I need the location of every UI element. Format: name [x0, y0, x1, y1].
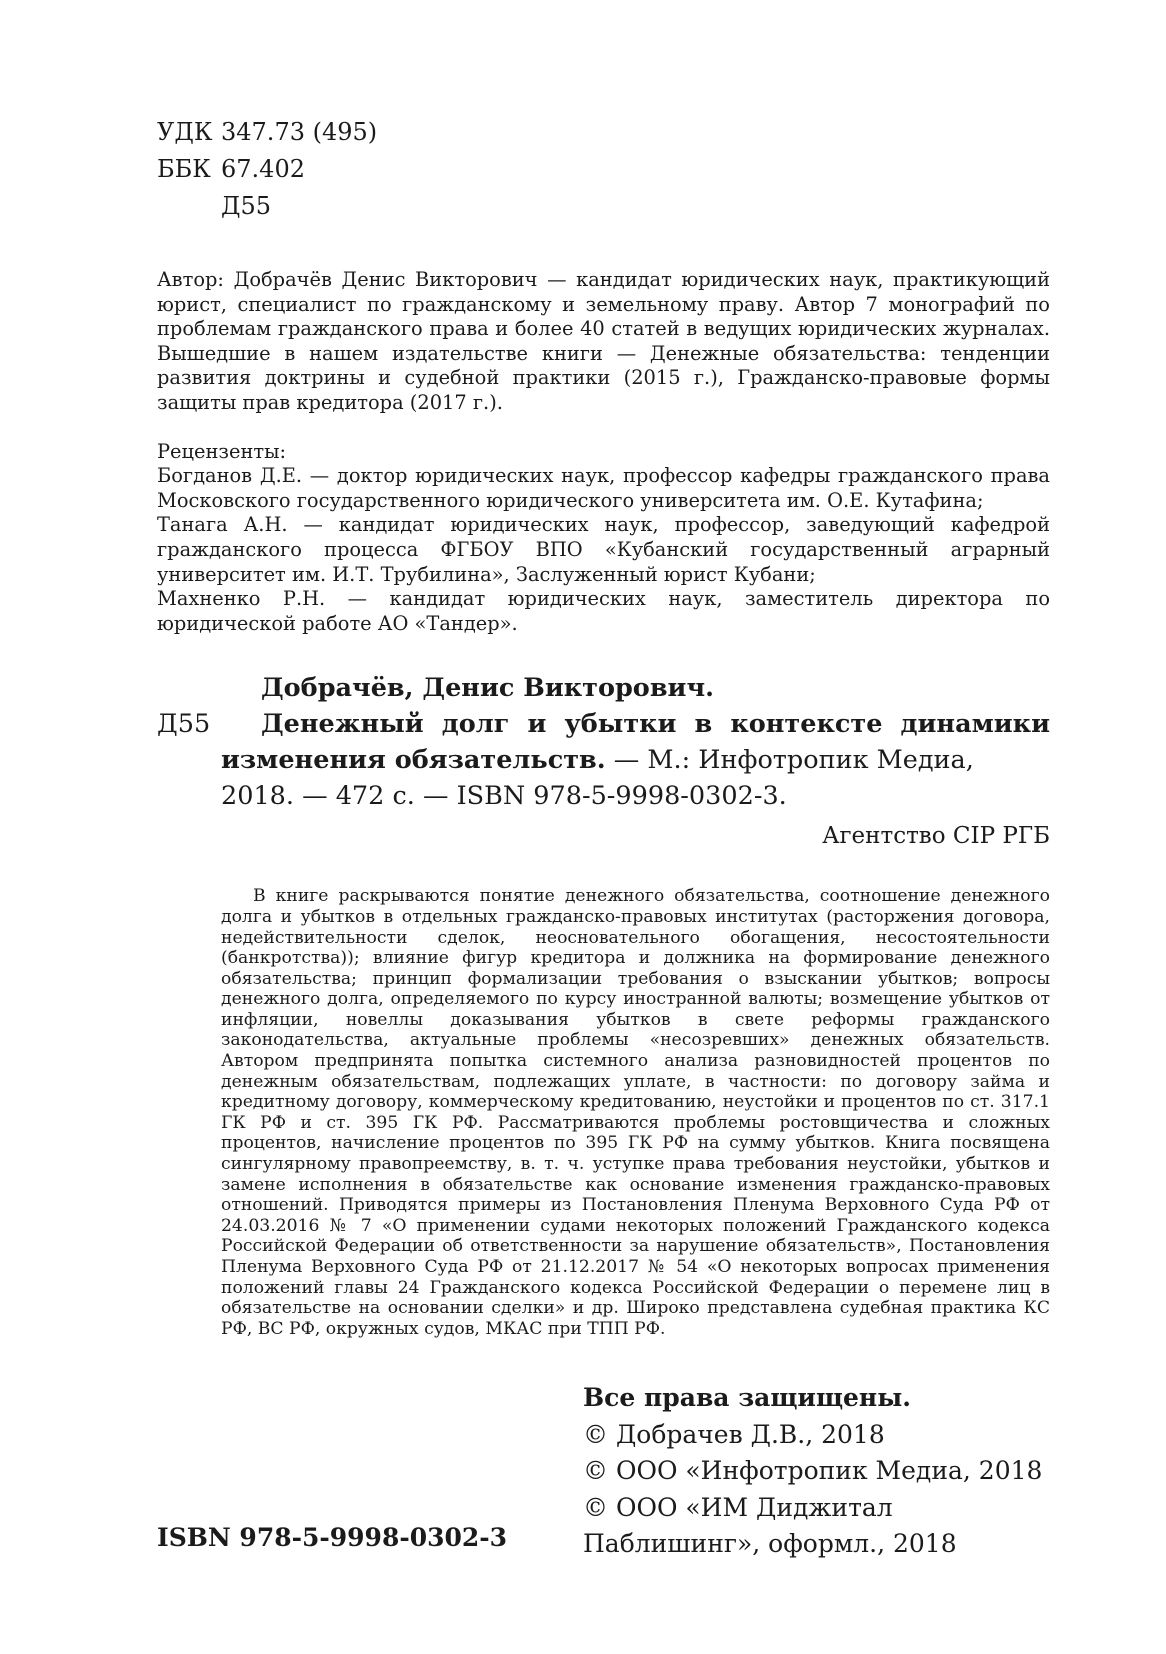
imprint-page [157, 118, 1050, 1558]
bibliographic-entry [157, 670, 1050, 854]
copyright-line: Паблишинг», оформл., 2018 [583, 1529, 957, 1558]
reviewer-item: Богданов Д.Е. — доктор юридических наук, профессор кафедры гражданского права Московского государственного юридического университета им. О.Е. Кутафина; [157, 464, 1050, 512]
reviewers-heading: Рецензенты: [157, 439, 287, 463]
entry-title-line1 [157, 706, 1050, 742]
isbn: ISBN 978-5-9998-0302-3 [157, 1523, 508, 1552]
annotation: В книге раскрываются понятие денежного обязательства, соотношение денежного долга и убытков в отдельных гражданско-правовых институтах (расторжения договора, недействительности сделок, неосновательного обогащения, несостоятельности (банкротства)); влияние фигур кредитора и должника на формирование денежного обязательства; принцип формализации требования о взыскании убытков; вопросы денежного долга, определяемого по курсу иностранной валюты; возмещение убытков от инфляции, новеллы доказывания убытков в свете реформы гражданского законодательства, актуальные проблемы «несозревших» денежных обязательств. Автором предпринята попытка системного анализа разновидностей процентов по денежным обязательствам, подлежащих уплате, в частности: по договору займа и кредитному договору, коммерческому кредитованию, неустойки и процентов по ст. 317.1 ГК РФ и ст. 395 ГК РФ. Рассматриваются проблемы ростовщичества и сложных процентов, начисление процентов по 395 ГК РФ на сумму убытков. Книга посвящена сингулярному правопреемству, в. т. ч. уступке права требования неустойки, убытков и замене исполнения в обязательстве как основание изменения гражданско-правовых отношений. Приводятся примеры из Постановления Пленума Верховного Суда РФ от 24.03.2016 № 7 «О применении судами некоторых положений Гражданского кодекса Российской Федерации об ответственности за нарушение обязательств», Постановления Пленума Верховного Суда РФ от 21.12.2017 № 54 «О некоторых вопросах применения положений главы 24 Гражданского кодекса Российской Федерации о перемене лиц в обязательстве на основании сделки» и др. Широко представлена судебная практика КС РФ, ВС РФ, окружных судов, МКАС при ТПП РФ. [221, 886, 1050, 1339]
entry-publisher: — М.: Инфотропик Медиа, [605, 745, 974, 776]
copyright-line: © ООО «ИМ Диджитал [583, 1492, 893, 1522]
udk-value: 347.73 (495) [221, 118, 378, 146]
rights-block [583, 1380, 1042, 1563]
reviewer-item: Махненко Р.Н. — кандидат юридических наук, заместитель директора по юридической работе АО «Тандер». [157, 587, 1050, 635]
udk-label: УДК [157, 118, 213, 146]
reviewer-item: Танага А.Н. — кандидат юридических наук, профессор, заведующий кафедрой гражданского процесса ФГБОУ ВПО «Кубанский государственный аграрный университет им. И.Т. Трубилина», Заслуженный юрист Кубани; [157, 513, 1050, 586]
entry-code: Д55 [157, 709, 211, 740]
author-info-text: Автор: Добрачёв Денис Викторович — кандидат юридических наук, практикующий юрист, специалист по гражданскому и земельному праву. Автор 7 монографий по проблемам гражданского права и более 40 статей в ведущих юридических журналах. Вышедшие в нашем издательстве книги — Денежные обязательства: тенденции развития доктрины и судебной практики (2015 г.), Гражданско-правовые формы защиты прав кредитора (2017 г.). [157, 268, 1050, 414]
rights-heading: Все права защищены. [583, 1383, 911, 1412]
entry-title-line2 [157, 742, 1050, 778]
copyright-line: © ООО «Инфотропик Медиа, 2018 [583, 1456, 1043, 1485]
copyright-line: © Добрачев Д.В., 2018 [583, 1419, 885, 1449]
classification-block [157, 118, 1050, 264]
author-info [157, 268, 1050, 416]
bbk-label: ББК [157, 155, 211, 183]
author-mark: Д55 [221, 192, 272, 220]
entry-author: Добрачёв, Денис Викторович. [261, 673, 714, 704]
entry-details: 2018. — 472 с. — ISBN 978-5-9998-0302-3. [221, 781, 787, 812]
entry-title-part1: Денежный долг и убытки в контексте динамики [261, 709, 1050, 740]
reviewers-block [157, 440, 1050, 637]
entry-title-part2: изменения обязательств. [221, 745, 606, 776]
cip-agency: Агентство CIP РГБ [822, 823, 1050, 850]
bbk-value: 67.402 [221, 155, 305, 183]
